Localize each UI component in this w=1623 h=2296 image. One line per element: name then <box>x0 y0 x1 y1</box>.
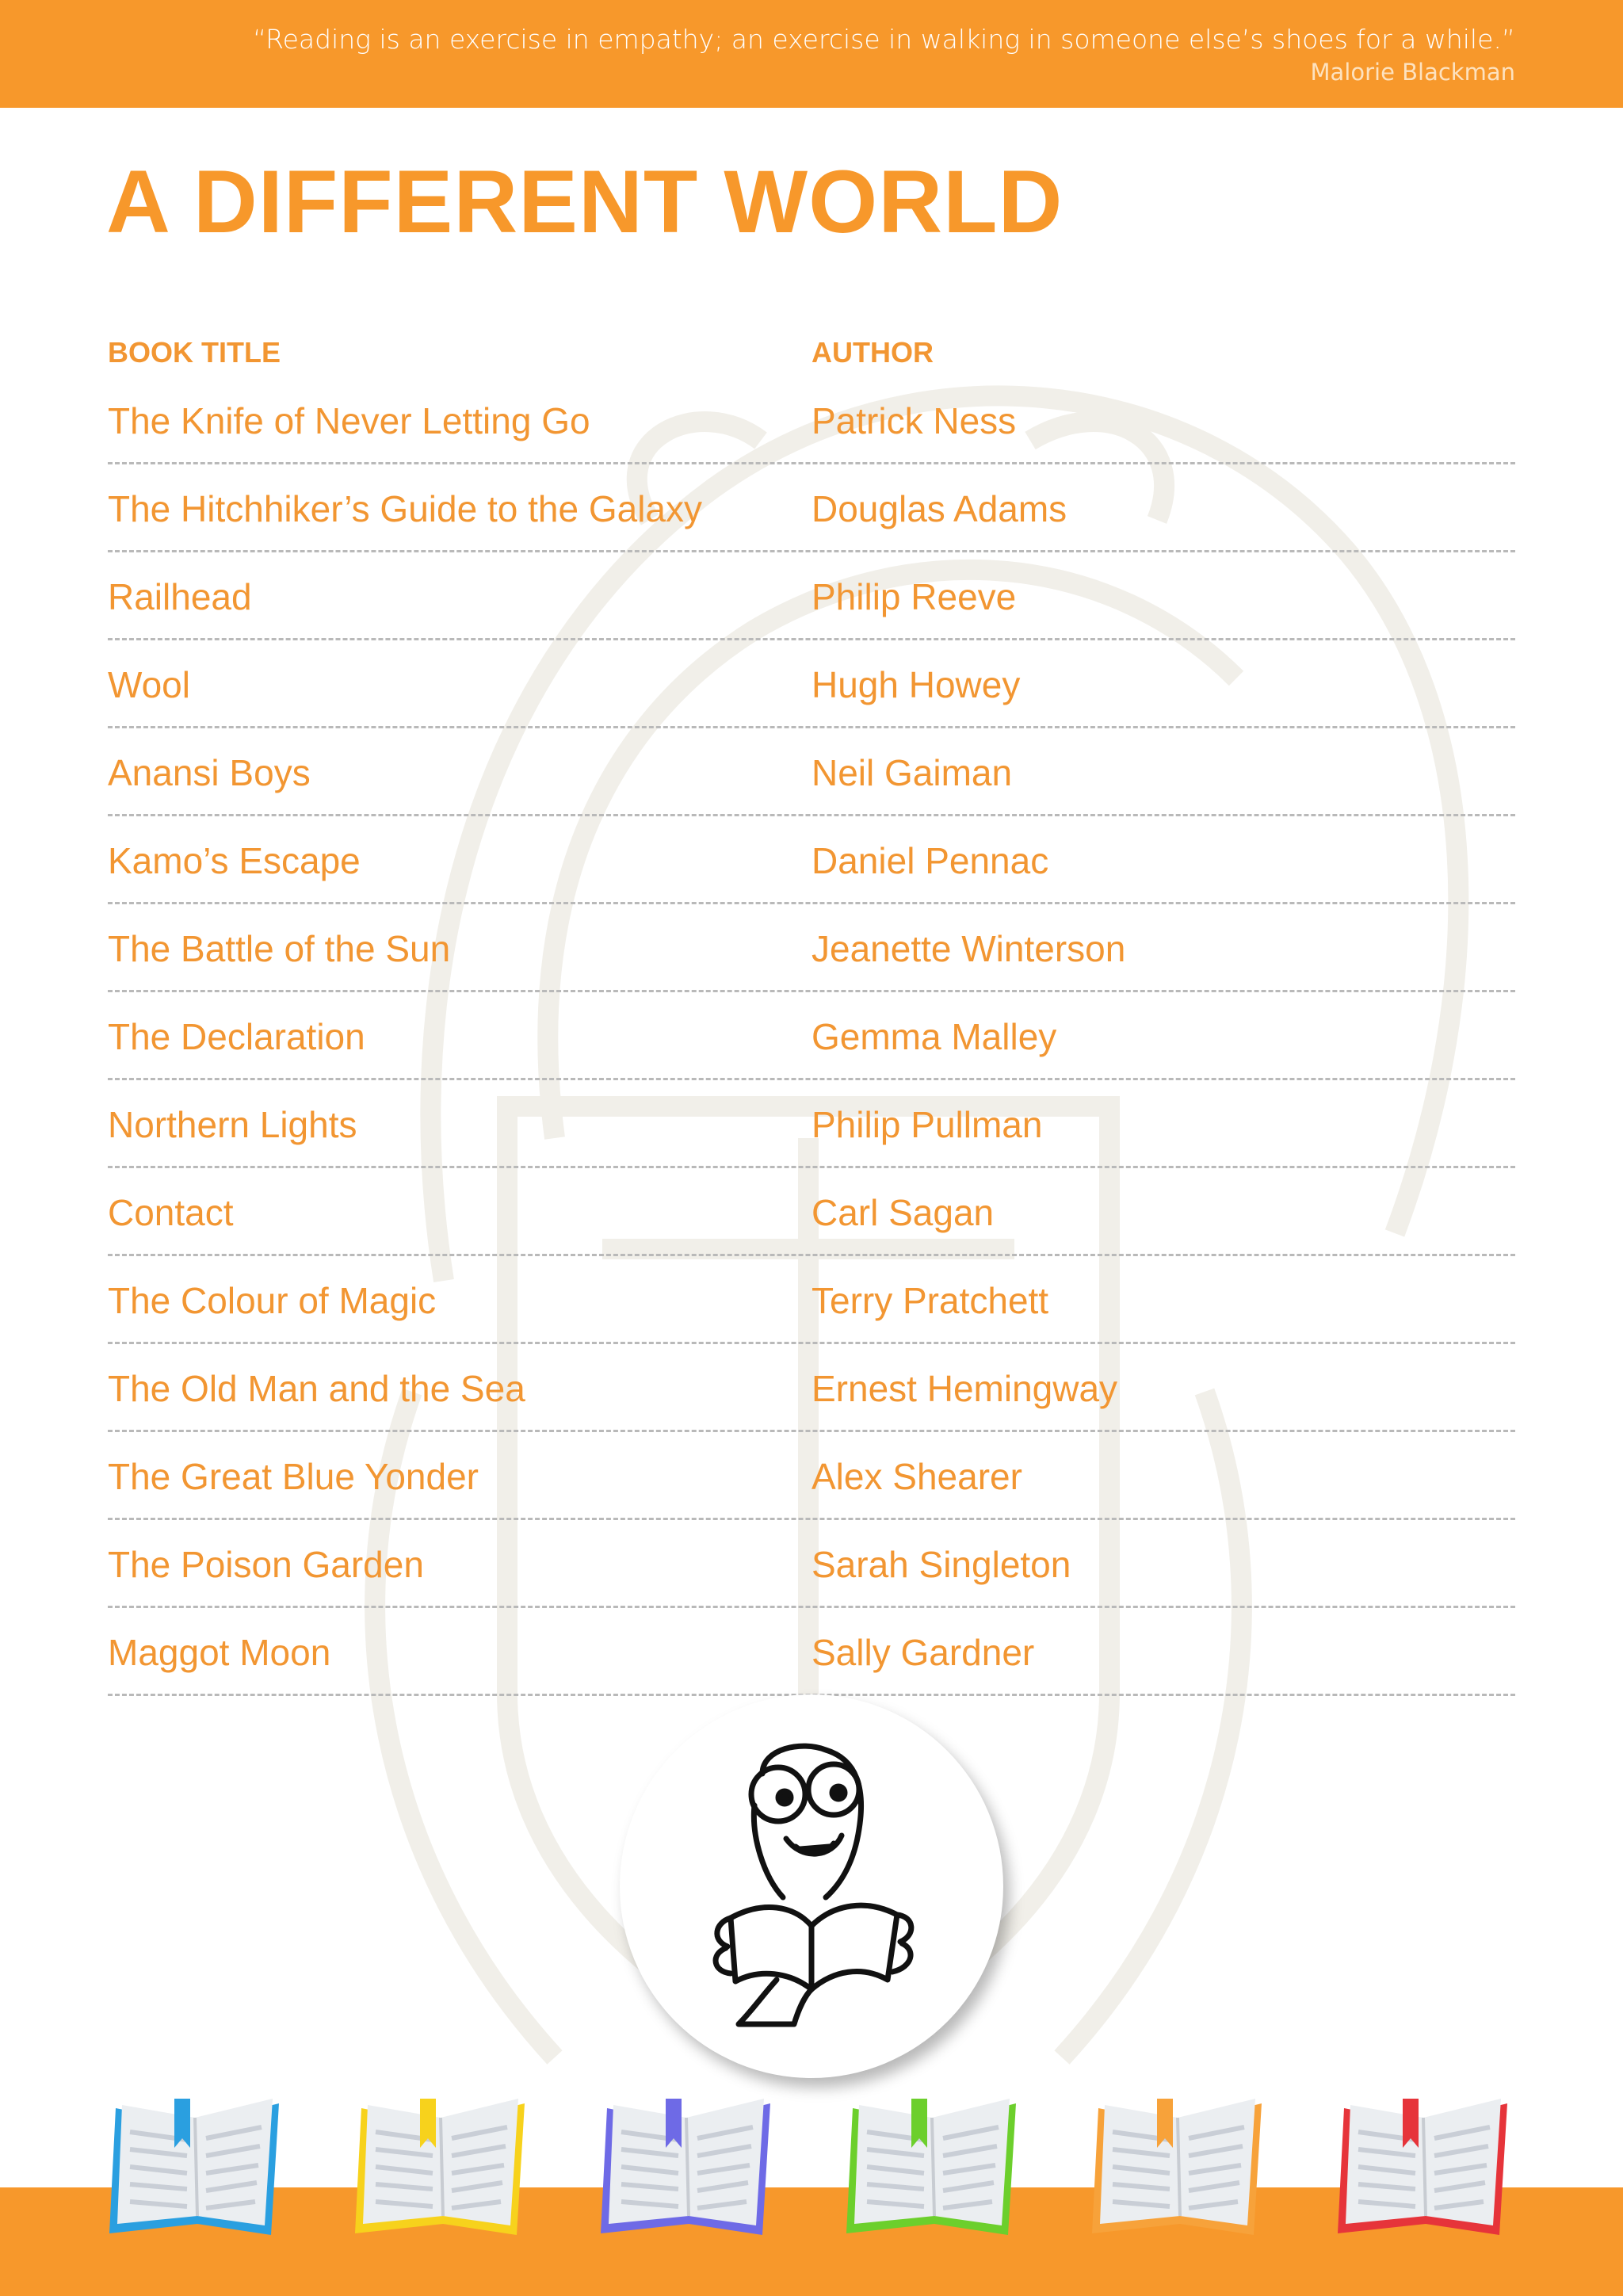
book-author: Terry Pratchett <box>812 1280 1049 1321</box>
book-title: Kamo’s Escape <box>108 840 361 881</box>
book-list <box>108 379 1515 1698</box>
book-author: Philip Reeve <box>812 576 1017 617</box>
book-row <box>108 555 1515 640</box>
book-row <box>108 1171 1515 1256</box>
book-title: Maggot Moon <box>108 1632 331 1673</box>
book-row <box>108 995 1515 1080</box>
book-title: Railhead <box>108 576 252 617</box>
book-title: The Old Man and the Sea <box>108 1368 525 1409</box>
book-author: Gemma Malley <box>812 1016 1057 1057</box>
column-header-book-title: BOOK TITLE <box>108 336 281 369</box>
book-title: The Colour of Magic <box>108 1280 437 1321</box>
header-bar <box>0 0 1623 108</box>
book-author: Neil Gaiman <box>812 752 1013 793</box>
book-author: Philip Pullman <box>812 1104 1043 1145</box>
book-row <box>108 643 1515 728</box>
book-row <box>108 1083 1515 1168</box>
book-author: Jeanette Winterson <box>812 928 1126 969</box>
quote-author: Malorie Blackman <box>1310 59 1515 86</box>
open-book-icon <box>1090 2092 1270 2243</box>
book-title: Contact <box>108 1192 234 1233</box>
open-book-icon <box>353 2092 533 2243</box>
open-book-icon <box>599 2092 778 2243</box>
book-author: Sarah Singleton <box>812 1544 1071 1585</box>
open-book-icon <box>1336 2092 1515 2243</box>
quote-text: “Reading is an exercise in empathy; an exercise in walking in someone else’s shoes for a while.” <box>253 24 1515 55</box>
book-row <box>108 379 1515 464</box>
book-author: Daniel Pennac <box>812 840 1049 881</box>
book-row <box>108 1522 1515 1608</box>
book-author: Alex Shearer <box>812 1456 1022 1497</box>
column-header-author: AUTHOR <box>812 336 934 369</box>
book-author: Sally Gardner <box>812 1632 1035 1673</box>
page-title: A DIFFERENT WORLD <box>106 152 1064 251</box>
book-author: Ernest Hemingway <box>812 1368 1118 1409</box>
book-author: Patrick Ness <box>812 400 1017 441</box>
book-title: The Battle of the Sun <box>108 928 451 969</box>
book-title: The Poison Garden <box>108 1544 424 1585</box>
book-author: Carl Sagan <box>812 1192 995 1233</box>
book-row <box>108 819 1515 904</box>
book-title: The Knife of Never Letting Go <box>108 400 590 441</box>
book-row <box>108 467 1515 552</box>
book-title: Wool <box>108 664 190 705</box>
mascot-badge <box>620 1694 1003 2078</box>
open-book-icon <box>845 2092 1024 2243</box>
book-row <box>108 1259 1515 1344</box>
book-row <box>108 731 1515 816</box>
book-title: Anansi Boys <box>108 752 311 793</box>
book-row <box>108 907 1515 992</box>
bookworm-reading-icon <box>707 1742 916 2027</box>
book-author: Hugh Howey <box>812 664 1021 705</box>
book-title: The Declaration <box>108 1016 365 1057</box>
book-row <box>108 1435 1515 1520</box>
book-author: Douglas Adams <box>812 488 1067 529</box>
book-row <box>108 1347 1515 1432</box>
book-title: The Hitchhiker’s Guide to the Galaxy <box>108 488 702 529</box>
book-row <box>108 1610 1515 1696</box>
book-title: Northern Lights <box>108 1104 357 1145</box>
open-book-icon <box>108 2092 287 2243</box>
book-title: The Great Blue Yonder <box>108 1456 479 1497</box>
